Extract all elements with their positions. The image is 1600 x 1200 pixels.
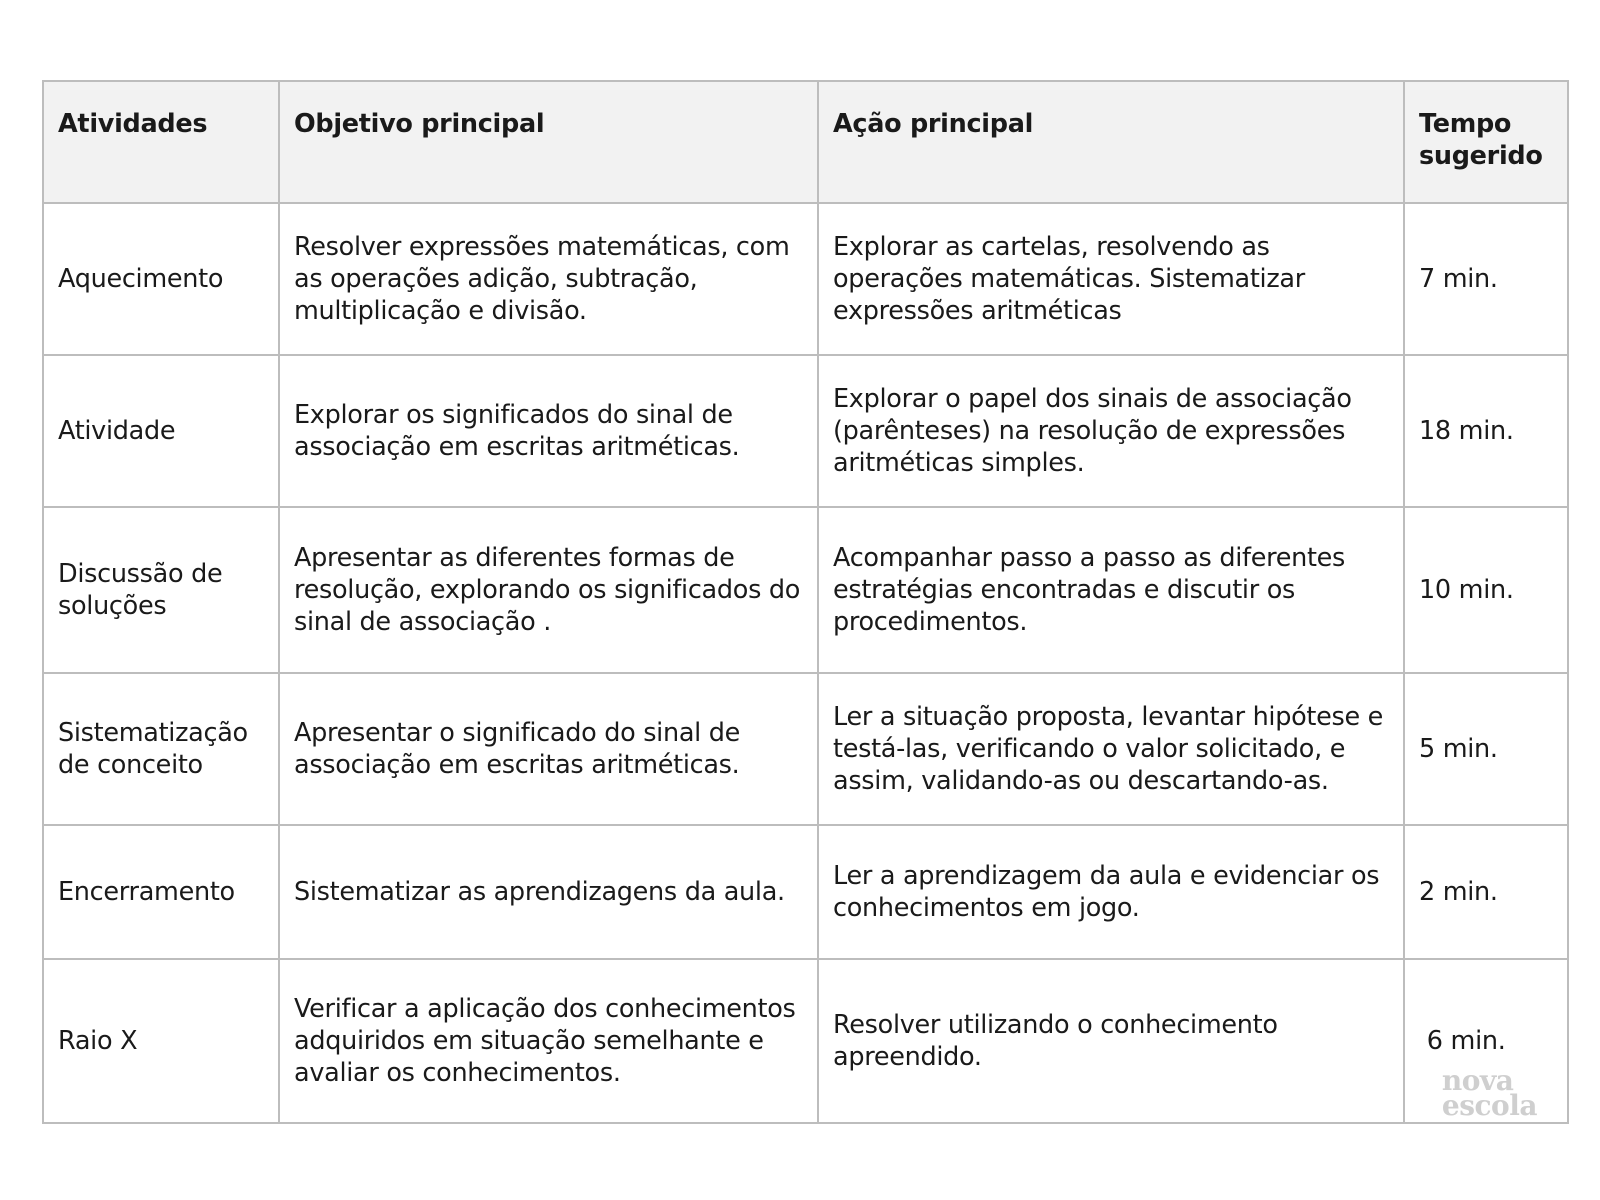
time-value: 6 min. <box>1419 1026 1506 1056</box>
time-cell: 10 min. <box>1404 507 1568 673</box>
logo-line-2: escola <box>1441 1089 1537 1122</box>
table-row <box>43 355 1568 507</box>
action-cell: Explorar as cartelas, resolvendo as operações matemáticas. Sistematizar expressões aritméticas <box>818 203 1404 355</box>
time-cell: 7 min. <box>1404 203 1568 355</box>
lesson-plan-table <box>42 80 1569 1124</box>
objective-cell: Verificar a aplicação dos conhecimentos adquiridos em situação semelhante e avaliar os conhecimentos. <box>279 959 818 1123</box>
action-cell: Resolver utilizando o conhecimento apreendido. <box>818 959 1404 1123</box>
table-row <box>43 203 1568 355</box>
action-cell: Ler a aprendizagem da aula e evidenciar os conhecimentos em jogo. <box>818 825 1404 959</box>
table-header-row <box>43 81 1568 203</box>
time-cell: 5 min. <box>1404 673 1568 825</box>
logo-line-1: nova <box>1441 1064 1514 1097</box>
table-row <box>43 959 1568 1123</box>
objective-cell: Sistematizar as aprendizagens da aula. <box>279 825 818 959</box>
table-row <box>43 507 1568 673</box>
action-cell: Explorar o papel dos sinais de associação (parênteses) na resolução de expressões aritméticas simples. <box>818 355 1404 507</box>
time-cell-with-logo <box>1404 959 1568 1123</box>
activity-cell: Sistematização de conceito <box>43 673 279 825</box>
header-objective: Objetivo principal <box>279 81 818 203</box>
action-cell: Acompanhar passo a passo as diferentes estratégias encontradas e discutir os procedimentos. <box>818 507 1404 673</box>
header-action: Ação principal <box>818 81 1404 203</box>
time-cell: 2 min. <box>1404 825 1568 959</box>
time-cell: 18 min. <box>1404 355 1568 507</box>
activity-cell: Discussão de soluções <box>43 507 279 673</box>
header-activities: Atividades <box>43 81 279 203</box>
action-cell: Ler a situação proposta, levantar hipótese e testá-las, verificando o valor solicitado, e assim, validando-as ou descartando-as. <box>818 673 1404 825</box>
activity-cell: Aquecimento <box>43 203 279 355</box>
table-row <box>43 673 1568 825</box>
objective-cell: Apresentar o significado do sinal de associação em escritas aritméticas. <box>279 673 818 825</box>
activity-cell: Atividade <box>43 355 279 507</box>
objective-cell: Apresentar as diferentes formas de resolução, explorando os significados do sinal de associação . <box>279 507 818 673</box>
objective-cell: Explorar os significados do sinal de associação em escritas aritméticas. <box>279 355 818 507</box>
objective-cell: Resolver expressões matemáticas, com as operações adição, subtração, multiplicação e divisão. <box>279 203 818 355</box>
header-time: Tempo sugerido <box>1404 81 1568 203</box>
nova-escola-logo <box>1441 1064 1537 1122</box>
activity-cell: Raio X <box>43 959 279 1123</box>
table-row <box>43 825 1568 959</box>
activity-cell: Encerramento <box>43 825 279 959</box>
